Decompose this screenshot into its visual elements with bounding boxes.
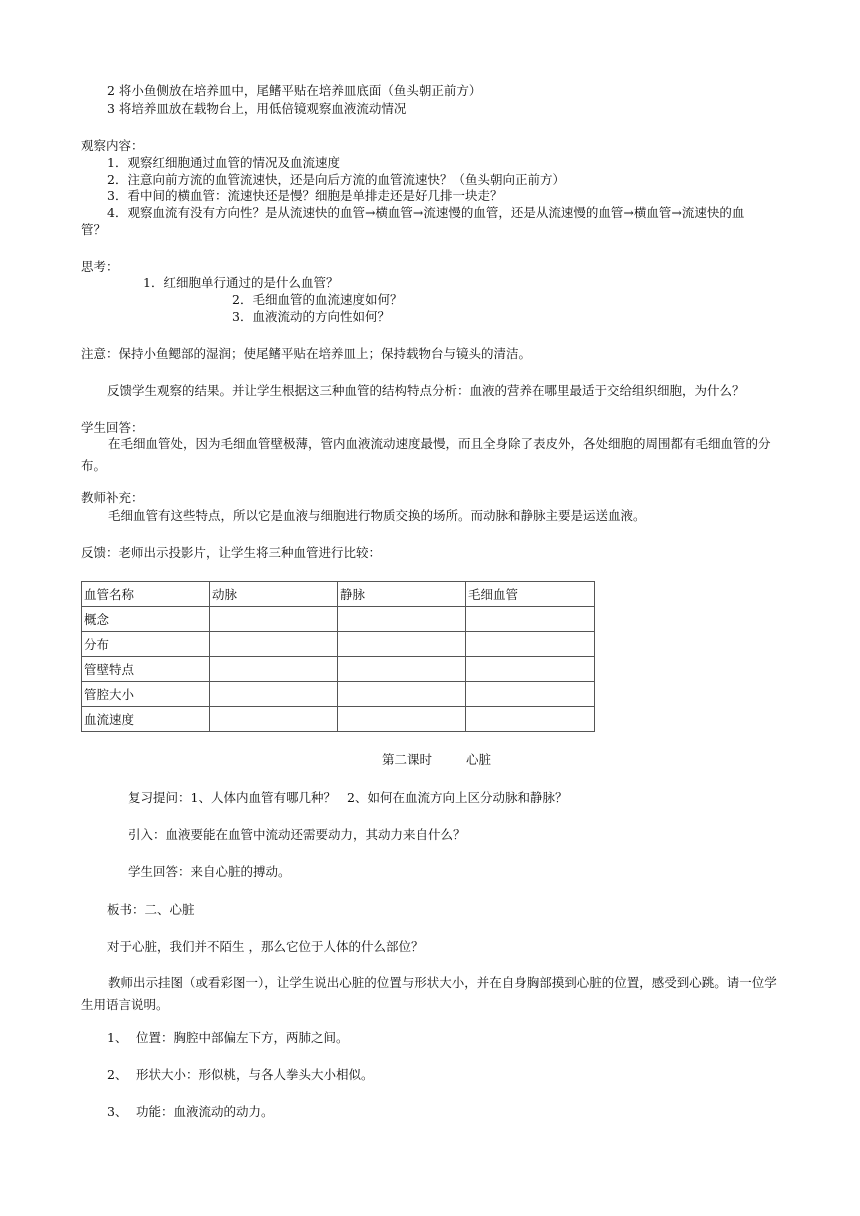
table-cell <box>338 657 466 682</box>
table-row-label: 管壁特点 <box>82 657 210 682</box>
observation-item: 1．观察红细胞通过血管的情况及血流速度 <box>107 155 340 170</box>
table-row <box>82 632 595 657</box>
table-cell <box>338 632 466 657</box>
table-cell <box>466 682 595 707</box>
teacher-show-paragraph: 教师出示挂图（或看彩图一），让学生说出心脏的位置与形状大小，并在自身胸部摸到心脏的位置，感受到心跳。请一位学生用语言说明。 <box>81 975 777 1012</box>
observation-item: 3．看中间的横血管：流速快还是慢？细胞是单排走还是好几排一块走？ <box>107 188 503 203</box>
table-cell <box>210 707 338 732</box>
student-answer-heart: 学生回答：来自心脏的搏动。 <box>128 864 291 879</box>
teacher-supplement-text: 毛细血管有这些特点，所以它是血液与细胞进行物质交换的场所。而动脉和静脉主要是运送血液。 <box>108 508 646 523</box>
heart-question: 对于心脏，我们并不陌生 ，那么它位于人体的什么部位？ <box>107 939 424 954</box>
feedback-paragraph: 反馈学生观察的结果。并让学生根据这三种血管的结构特点分析：血液的营养在哪里最适于交给组织细胞，为什么？ <box>107 383 745 398</box>
table-cell <box>466 657 595 682</box>
table-row-label: 概念 <box>82 607 210 632</box>
step-3: 3 将培养皿放在载物台上，用低倍镜观察血液流动情况 <box>107 101 407 116</box>
thinking-item: 2．毛细血管的血流速度如何？ <box>232 292 403 307</box>
point-number: 2、 <box>107 1067 128 1082</box>
thinking-heading: 思考： <box>81 259 119 274</box>
teacher-supplement-heading: 教师补充： <box>81 490 144 505</box>
table-row-label: 管腔大小 <box>82 682 210 707</box>
note: 注意：保持小鱼鳃部的湿润；使尾鳍平贴在培养皿上；保持载物台与镜头的清洁。 <box>81 346 532 361</box>
point-text: 形状大小：形似桃，与各人拳头大小相似。 <box>136 1067 374 1082</box>
table-cell <box>338 682 466 707</box>
observation-item: 4．观察血流有没有方向性？是从流速快的血管→横血管→流速慢的血管，还是从流速慢的血管→横血管→流速快的血 <box>107 205 745 220</box>
table-cell <box>338 607 466 632</box>
table-cell <box>466 607 595 632</box>
student-answer-heading: 学生回答： <box>81 420 144 435</box>
thinking-item: 1．红细胞单行通过的是什么血管？ <box>143 275 339 290</box>
review-question-1: 复习提问：1、人体内血管有哪几种？ <box>128 790 336 805</box>
point-text: 位置：胸腔中部偏左下方，两肺之间。 <box>136 1030 349 1045</box>
table-row-label: 血流速度 <box>82 707 210 732</box>
feedback-projector: 反馈：老师出示投影片，让学生将三种血管进行比较： <box>81 545 382 560</box>
table-header-cell: 毛细血管 <box>466 582 595 607</box>
table-cell <box>466 707 595 732</box>
observation-item: 2．注意向前方流的血管流速快，还是向后方流的血管流速快？（鱼头朝向正前方） <box>107 172 565 187</box>
thinking-item: 3．血液流动的方向性如何？ <box>232 309 390 324</box>
table-cell <box>210 607 338 632</box>
table-header-cell: 血管名称 <box>82 582 210 607</box>
point-number: 1、 <box>107 1030 128 1045</box>
table-cell <box>338 707 466 732</box>
table-header-cell: 动脉 <box>210 582 338 607</box>
table-row <box>82 607 595 632</box>
step-2: 2 将小鱼侧放在培养皿中，尾鳍平贴在培养皿底面（鱼头朝正前方） <box>107 83 482 98</box>
table-row <box>82 682 595 707</box>
table-row-label: 分布 <box>82 632 210 657</box>
student-answer-text: 在毛细血管处，因为毛细血管壁极薄，管内血液流动速度最慢，而且全身除了表皮外，各处细胞的周围都有毛细血管的分布。 <box>81 436 771 473</box>
observation-heading: 观察内容： <box>81 138 144 153</box>
vessel-comparison-table <box>81 581 595 732</box>
review-question-2: 2、如何在血流方向上区分动脉和静脉？ <box>347 790 568 805</box>
board-heading: 板书：二、心脏 <box>107 902 195 917</box>
table-cell <box>466 632 595 657</box>
table-row <box>82 707 595 732</box>
lesson-subtitle: 心脏 <box>466 752 492 767</box>
intro-paragraph: 引入：血液要能在血管中流动还需要动力，其动力来自什么？ <box>128 827 466 842</box>
table-row <box>82 657 595 682</box>
table-cell <box>210 632 338 657</box>
table-cell <box>210 682 338 707</box>
point-number: 3、 <box>107 1104 128 1119</box>
lesson-title: 第二课时 <box>382 752 433 767</box>
observation-item-continuation: 管？ <box>81 222 107 237</box>
table-header-cell: 静脉 <box>338 582 466 607</box>
table-cell <box>210 657 338 682</box>
point-text: 功能：血液流动的动力。 <box>136 1104 274 1119</box>
table-header-row <box>82 582 595 607</box>
